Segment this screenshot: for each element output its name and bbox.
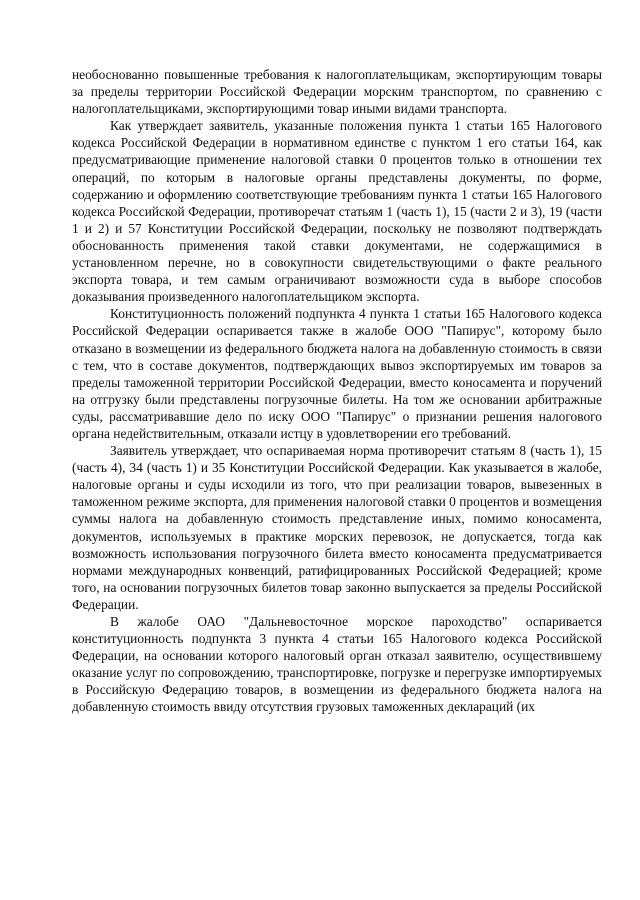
- document-page: [72, 66, 602, 716]
- paragraph-dvmp-complaint: В жалобе ОАО "Дальневосточное морское пароходство" оспаривается конституционность подпункта 3 пункта 4 статьи 165 Налогового кодекса Российской Федерации, на основании которого налоговый орган отказал заявителю, осуществившему оказание услуг по сопровождению, транспортировке, погрузке и перегрузке импортируемых в Российскую Федерацию товаров, в возмещении из федерального бюджета налога на добавленную стоимость ввиду отсутствия грузовых таможенных деклараций (их: [72, 614, 602, 715]
- paragraph-continuation: необоснованно повышенные требования к налогоплательщикам, экспортирующим товары за пределы территории Российской Федерации морским транспортом, по сравнению с налогоплательщиками, экспортирующими товар иными видами транспорта.: [72, 67, 602, 117]
- paragraph-applicant-claim: Как утверждает заявитель, указанные положения пункта 1 статьи 165 Налогового кодекса Российской Федерации в нормативном единстве с пунктом 1 его статьи 164, как предусматривающие применение налоговой ставки 0 процентов только в отношении тех операций, по которым в налоговые органы представлены документы, по форме, содержанию и оформлению соответствующие требованиям пункта 1 статьи 165 Налогового кодекса Российской Федерации, противоречат статьям 1 (часть 1), 15 (части 2 и 3), 19 (части 1 и 2) и 57 Конституции Российской Федерации, поскольку не позволяют подтверждать обоснованность применения такой ставки документами, не содержащимися в установленном перечне, но в совокупности свидетельствующими о факте реального экспорта товара, и тем самым ограничивают возможности суда в выборе способов доказывания произведенного налогоплательщиком экспорта.: [72, 118, 602, 305]
- paragraph-papirus-claim: Заявитель утверждает, что оспариваемая норма противоречит статьям 8 (часть 1), 15 (часть 4), 34 (часть 1) и 35 Конституции Российской Федерации. Как указывается в жалобе, налоговые органы и суды исходили из того, что при реализации товаров, вывезенных в таможенном режиме экспорта, для применения налоговой ставки 0 процентов и возмещения суммы налога на добавленную стоимость представление иных, помимо коносамента, документов, используемых в практике морских перевозок, не допускается, тогда как возможность использования погрузочного билета вместо коносамента предусматривается нормами международных конвенций, ратифицированных Российской Федерацией; кроме того, на основании погрузочных билетов товар законно выпускается за пределы Российской Федерации.: [72, 443, 602, 612]
- paragraph-papirus-complaint: Конституционность положений подпункта 4 пункта 1 статьи 165 Налогового кодекса Российской Федерации оспаривается также в жалобе ООО "Папирус", которому было отказано в возмещении из федерального бюджета налога на добавленную стоимость в связи с тем, что в составе документов, подтверждающих вывоз экспортируемых им товаров за пределы таможенной территории Российской Федерации, вместо коносамента и поручений на отгрузку были представлены погрузочные билеты. На том же основании арбитражные суды, рассматривавшие дело по иску ООО "Папирус" о признании решения налогового органа недействительным, отказали истцу в удовлетворении его требований.: [72, 306, 602, 441]
